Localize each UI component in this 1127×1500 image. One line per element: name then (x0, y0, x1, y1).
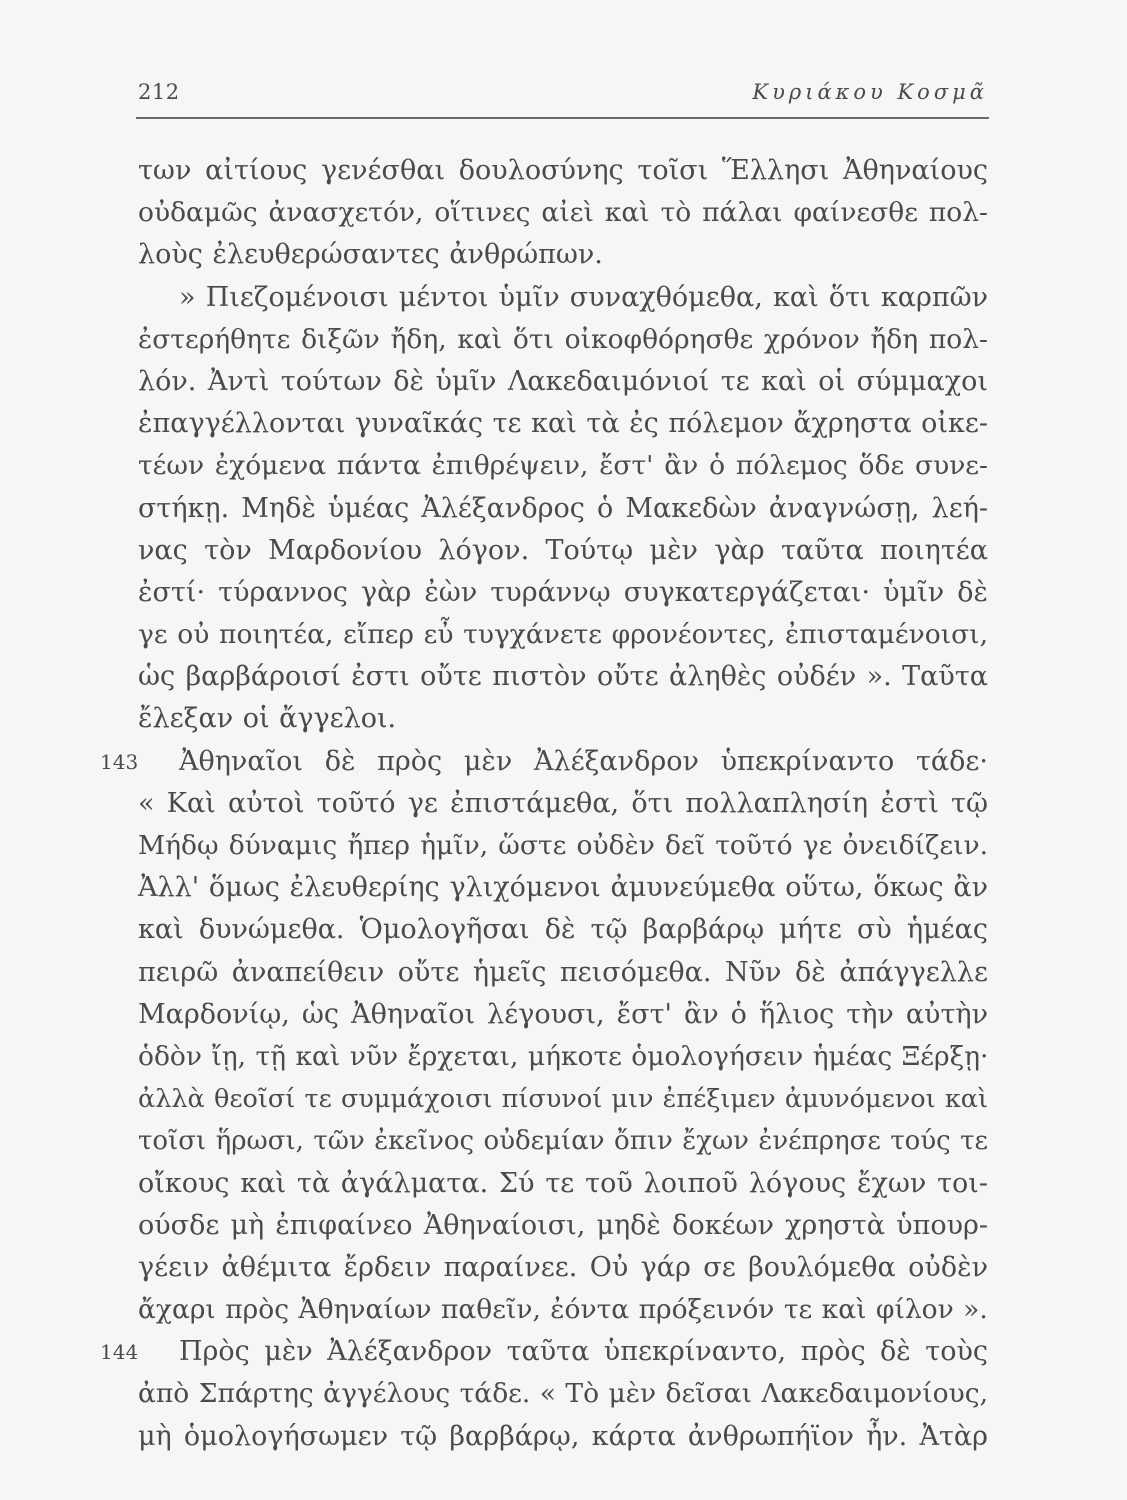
text-line: λόν. Ἀντὶ τούτων δὲ ὑμῖν Λακεδαιμόνιοί τε καὶ οἱ σύμμαχοι (138, 365, 988, 397)
text-line: ὡς βαρβάροισί ἐστι οὔτε πιστὸν οὔτε ἀληθὲς οὐδέν ». Ταῦτα (138, 661, 988, 693)
text-line: μὴ ὁμολογήσωμεν τῷ βαρβάρῳ, κάρτα ἀνθρωπήϊον ἦν. Ἀτὰρ (138, 1420, 988, 1452)
header-rule (136, 117, 989, 119)
text-line: νας τὸν Μαρδονίου λόγον. Τούτῳ μὲν γὰρ ταῦτα ποιητέα (138, 534, 988, 566)
text-line: ούσδε μὴ ἐπιφαίνεο Ἀθηναίοισι, μηδὲ δοκέων χρηστὰ ὑπουρ- (138, 1209, 988, 1241)
text-line: οἴκους καὶ τὰ ἀγάλματα. Σύ τε τοῦ λοιποῦ λόγους ἔχων τοι- (138, 1167, 988, 1199)
text-line: ἐπαγγέλλονται γυναῖκάς τε καὶ τὰ ἐς πόλεμον ἄχρηστα οἰκε- (138, 408, 988, 440)
text-line: ἄχαρι πρὸς Ἀθηναίων παθεῖν, ἐόντα πρόξεινόν τε καὶ φίλον ». (138, 1294, 988, 1326)
text-line: των αἰτίους γενέσθαι δουλοσύνης τοῖσι Ἕλλησι Ἀθηναίους (138, 155, 988, 186)
text-line: στήκῃ. Μηδὲ ὑμέας Ἀλέξανδρος ὁ Μακεδὼν ἀναγνώσῃ, λεή- (138, 492, 988, 524)
running-title: Κυριάκου Κοσμᾶ (752, 80, 988, 104)
text-line: » Πιεζομένοισι μέντοι ὑμῖν συναχθόμεθα, καὶ ὅτι καρπῶν (179, 281, 988, 313)
section-number: 144 (100, 1340, 139, 1365)
text-line: Ἀλλ' ὅμως ἐλευθερίης γλιχόμενοι ἀμυνεύμεθα οὕτω, ὅκως ἂν (138, 872, 988, 904)
text-line: Μήδῳ δύναμις ἤπερ ἡμῖν, ὥστε οὐδὲν δεῖ τοῦτό γε ὀνειδίζειν. (138, 830, 988, 861)
text-line: ἀλλὰ θεοῖσί τε συμμάχοισι πίσυνοί μιν ἐπέξιμεν ἀμυνόμενοι καὶ (138, 1084, 988, 1115)
body-text (100, 150, 989, 1458)
text-line: ἐστερήθητε διξῶν ἤδη, καὶ ὅτι οἰκοφθόρησθε χρόνον ἤδη πολ- (138, 323, 988, 355)
section-143 (100, 741, 988, 783)
page-number: 212 (138, 80, 180, 104)
text-line: γε οὐ ποιητέα, εἴπερ εὖ τυγχάνετε φρονέοντες, ἐπισταμένοισι, (138, 619, 988, 651)
text-line: Ἀθηναῖοι δὲ πρὸς μὲν Ἀλέξανδρον ὑπεκρίναντο τάδε· (179, 745, 988, 777)
text-line: καὶ δυνώμεθα. Ὁμολογῆσαι δὲ τῷ βαρβάρῳ μήτε σὺ ἡμέας (138, 914, 988, 946)
text-line: πειρῶ ἀναπείθειν οὔτε ἡμεῖς πεισόμεθα. Νῦν δὲ ἀπάγγελλε (138, 956, 988, 988)
section-number: 143 (100, 749, 139, 774)
text-line: ἐστί· τύραννος γὰρ ἐὼν τυράννῳ συγκατεργάζεται· ὑμῖν δὲ (138, 576, 988, 608)
page-header (138, 78, 988, 112)
text-line: λοὺς ἐλευθερώσαντες ἀνθρώπων. (138, 239, 603, 271)
text-line: Πρὸς μὲν Ἀλέξανδρον ταῦτα ὑπεκρίναντο, πρὸς δὲ τοὺς (179, 1336, 988, 1368)
text-line: οὐδαμῶς ἀνασχετόν, οἵτινες αἰεὶ καὶ τὸ πάλαι φαίνεσθε πολ- (138, 197, 988, 229)
text-line: « Καὶ αὐτοὶ τοῦτό γε ἐπιστάμεθα, ὅτι πολλαπλησίη ἐστὶ τῷ (138, 787, 988, 819)
text-line: ὁδὸν ἴῃ, τῇ καὶ νῦν ἔρχεται, μήκοτε ὁμολογήσειν ἡμέας Ξέρξῃ· (138, 1040, 989, 1072)
text-line: ἀπὸ Σπάρτης ἀγγέλους τάδε. « Τὸ μὲν δεῖσαι Λακεδαιμονίους, (138, 1378, 988, 1410)
text-line: ἔλεξαν οἱ ἄγγελοι. (138, 703, 397, 735)
text-line: τέων ἐχόμενα πάντα ἐπιθρέψειν, ἔστ' ἂν ὁ πόλεμος ὅδε συνε- (138, 450, 988, 482)
text-line: Μαρδονίῳ, ὡς Ἀθηναῖοι λέγουσι, ἔστ' ἂν ὁ ἥλιος τὴν αὐτὴν (138, 998, 988, 1030)
text-line: γέειν ἀθέμιτα ἔρδειν παραίνεε. Οὐ γάρ σε βουλόμεθα οὐδὲν (138, 1251, 988, 1283)
section-144 (100, 1331, 988, 1373)
text-line: τοῖσι ἥρωσι, τῶν ἐκεῖνος οὐδεμίαν ὄπιν ἔχων ἐνέπρησε τούς τε (138, 1126, 988, 1157)
